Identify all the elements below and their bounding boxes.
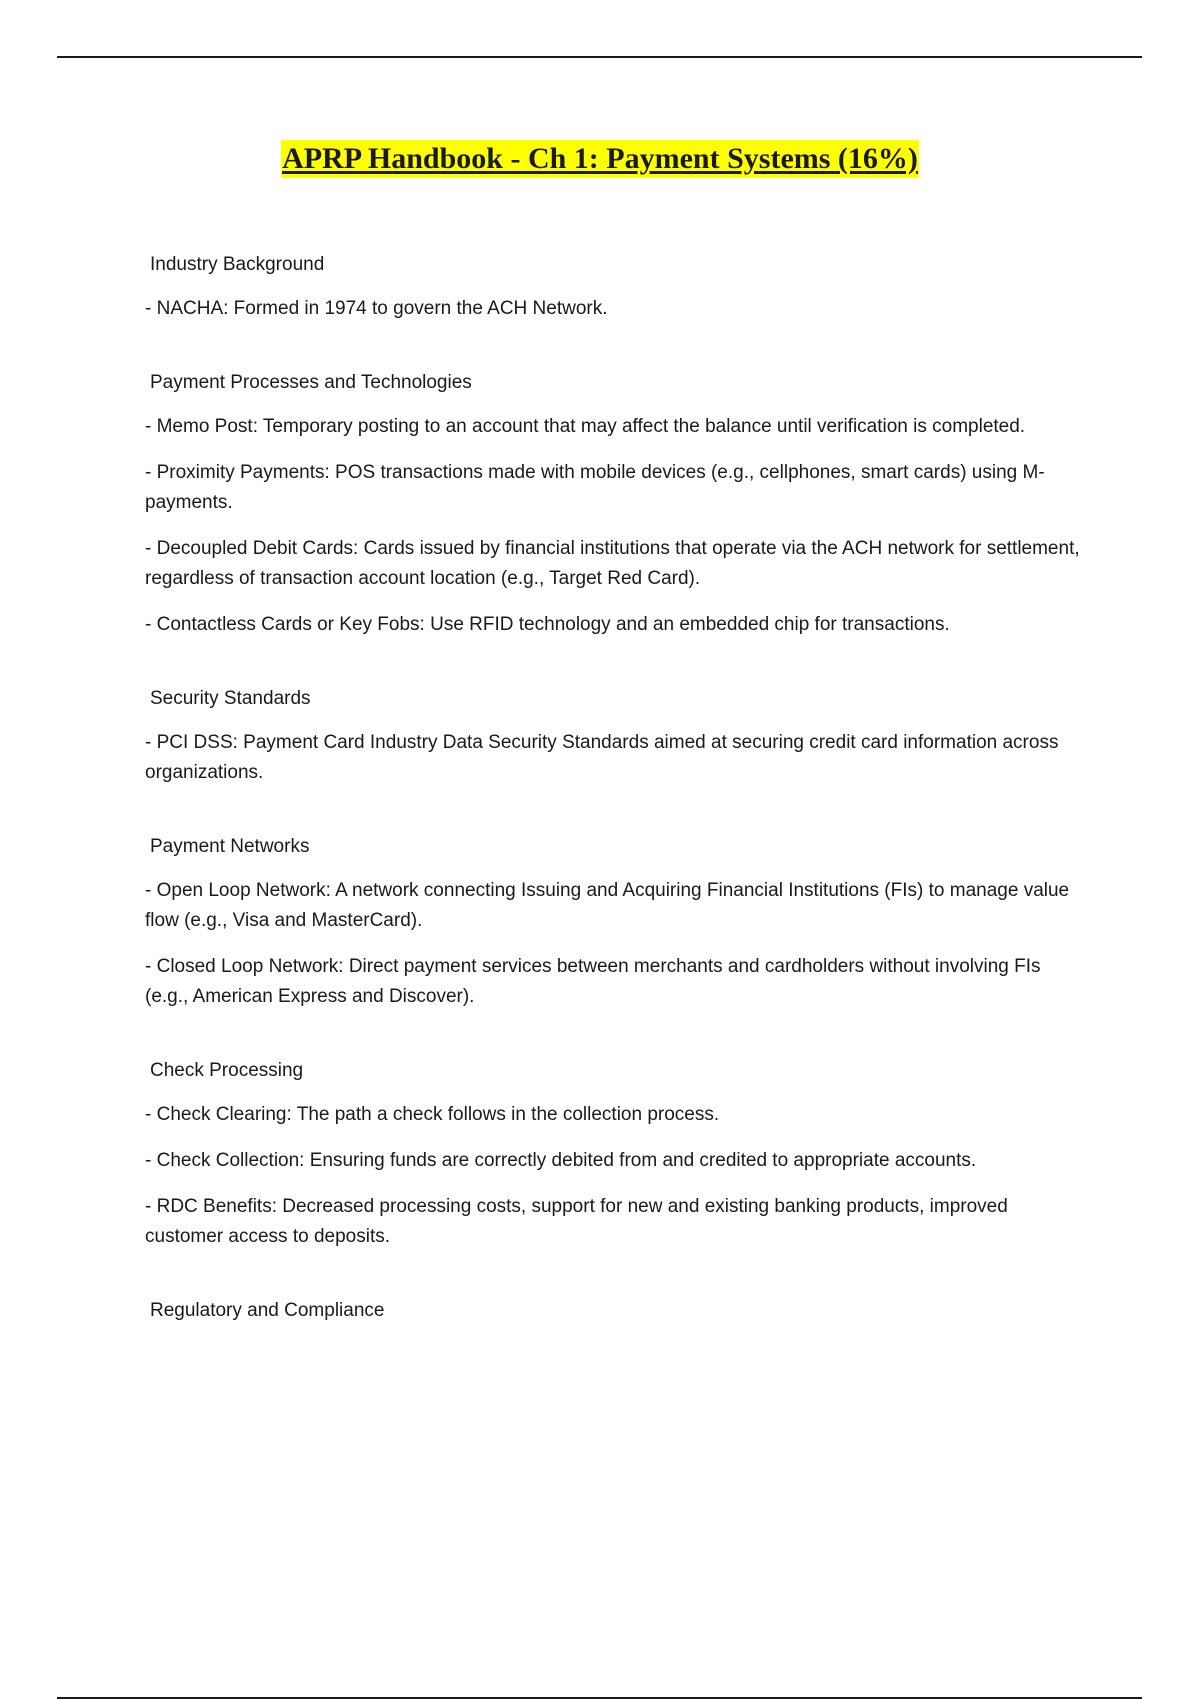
- list-item: - Memo Post: Temporary posting to an account that may affect the balance until verification is completed.: [145, 416, 1026, 437]
- list-item: - Open Loop Network: A network connecting Issuing and Acquiring Financial Institutions (FIs) to manage value flow (e.g., Visa and MasterCard).: [145, 880, 1070, 931]
- title-container: [0, 140, 1200, 178]
- section-security-standards: [145, 684, 1085, 788]
- section-payment-networks: [145, 832, 1085, 1012]
- list-item: - Closed Loop Network: Direct payment services between merchants and cardholders without involving FIs (e.g., American Express and Discover).: [145, 956, 1041, 1007]
- document-title: APRP Handbook - Ch 1: Payment Systems (16%): [281, 140, 919, 178]
- section-heading: Check Processing: [150, 1060, 304, 1081]
- list-item: - PCI DSS: Payment Card Industry Data Security Standards aimed at securing credit card information across organizations.: [145, 732, 1059, 783]
- top-rule: [57, 56, 1142, 58]
- section-industry-background: [145, 250, 1085, 324]
- section-heading: Regulatory and Compliance: [150, 1300, 385, 1321]
- bottom-rule: [57, 1697, 1142, 1699]
- list-item: - Contactless Cards or Key Fobs: Use RFID technology and an embedded chip for transactions.: [145, 614, 950, 635]
- section-payment-processes: [145, 368, 1085, 640]
- section-heading: Payment Networks: [150, 836, 310, 857]
- section-heading: Industry Background: [150, 254, 325, 275]
- list-item: - NACHA: Formed in 1974 to govern the ACH Network.: [145, 298, 608, 319]
- section-heading: Security Standards: [150, 688, 311, 709]
- list-item: - Decoupled Debit Cards: Cards issued by financial institutions that operate via the ACH network for settlement, regardless of transaction account location (e.g., Target Red Card).: [145, 538, 1080, 589]
- list-item: - Check Collection: Ensuring funds are correctly debited from and credited to appropriate accounts.: [145, 1150, 977, 1171]
- section-check-processing: [145, 1056, 1085, 1252]
- list-item: - RDC Benefits: Decreased processing costs, support for new and existing banking products, improved customer access to deposits.: [145, 1196, 1008, 1247]
- document-body: [145, 250, 1085, 1370]
- list-item: - Check Clearing: The path a check follows in the collection process.: [145, 1104, 720, 1125]
- list-item: - Proximity Payments: POS transactions made with mobile devices (e.g., cellphones, smart cards) using M-payments.: [145, 462, 1045, 513]
- section-heading: Payment Processes and Technologies: [150, 372, 472, 393]
- section-regulatory-compliance: [145, 1296, 1085, 1326]
